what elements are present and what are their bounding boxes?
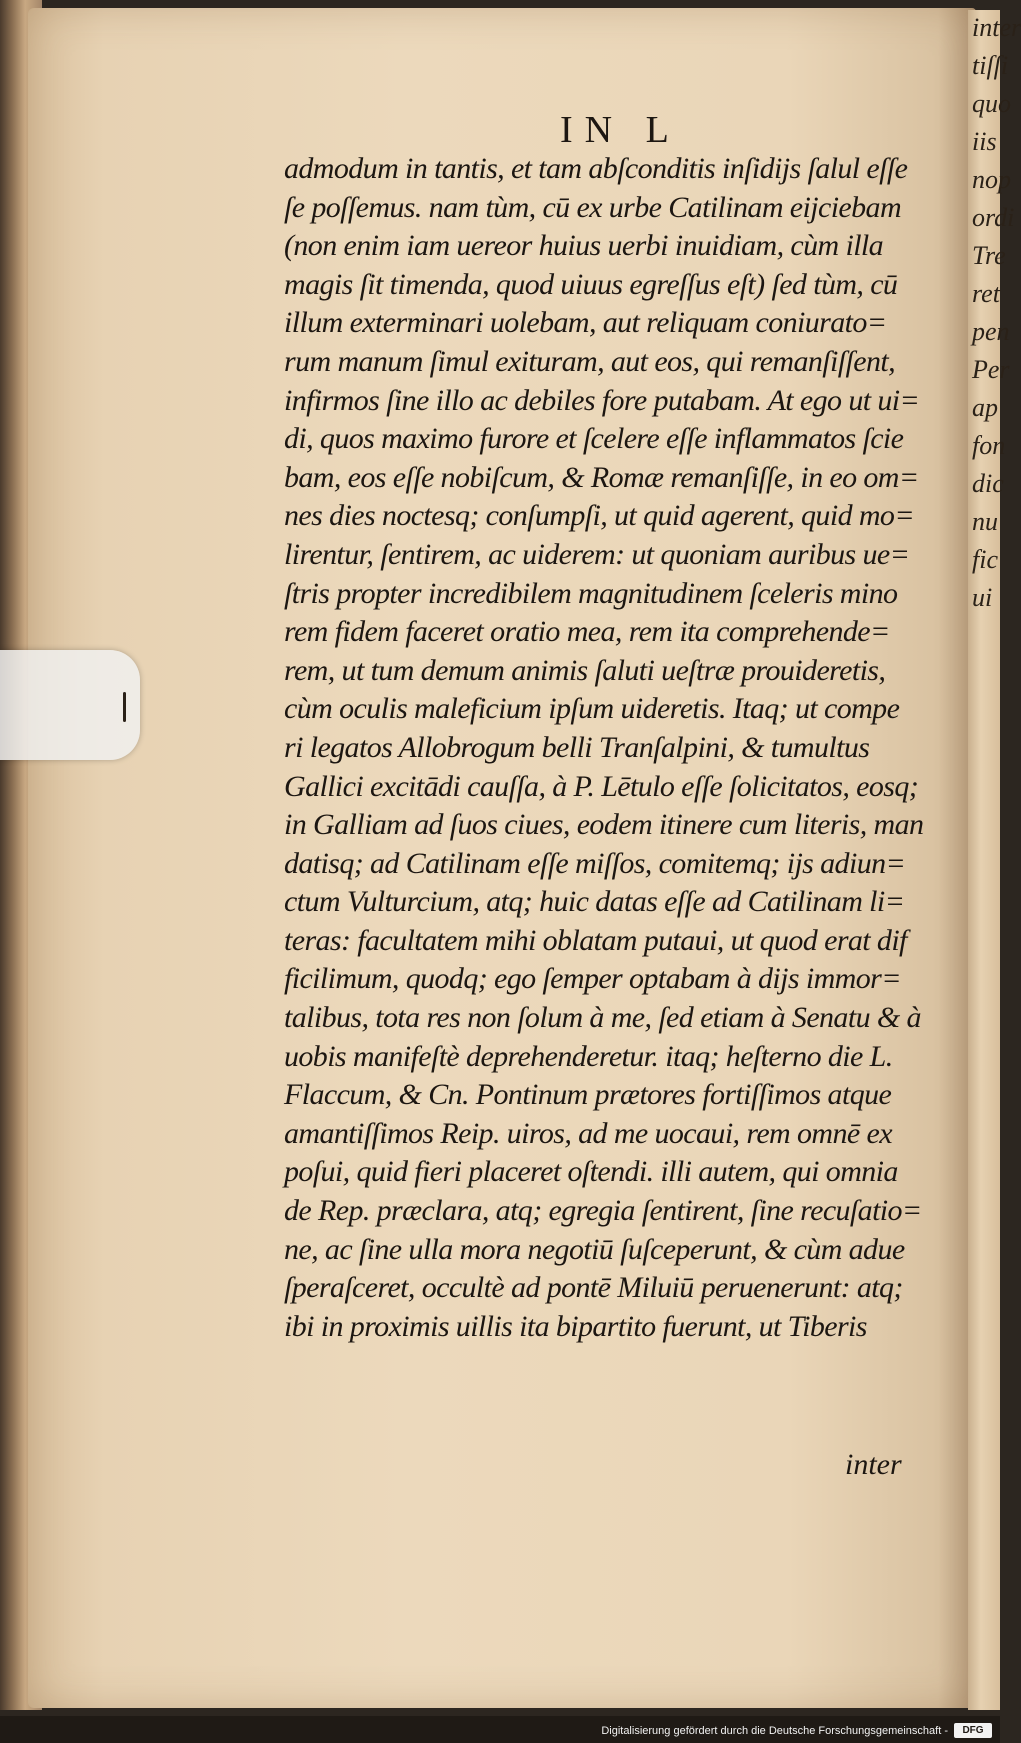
text-line: datisq; ad Catilinam eſſe miſſos, comitemq; ijs adiun=	[284, 846, 906, 880]
next-page-fragment: inter	[972, 13, 1021, 42]
next-page-fragment: iis	[972, 127, 997, 156]
next-page-fragment: ap	[972, 393, 998, 422]
text-line: ficilimum, quodq; ego ſemper optabam à dijs immor=	[284, 962, 901, 996]
text-line: lirentur, ſentirem, ac uiderem: ut quoniam auribus ue=	[284, 537, 910, 571]
next-page-fragment: dic	[972, 469, 1004, 498]
text-line: Flaccum, & Cn. Pontinum prætores fortiſſimos atque	[284, 1078, 892, 1112]
next-page-fragment: fon	[972, 431, 1006, 460]
text-line: admodum in tantis, et tam abſconditis inſidijs ſalul eſſe	[284, 152, 908, 185]
text-line: teras: facultatem mihi oblatam putaui, ut quod erat dif	[284, 923, 907, 957]
next-page-fragment: pen	[972, 317, 1010, 346]
text-line: rem, ut tum demum animis ſaluti ueſtræ prouideretis,	[284, 653, 886, 687]
text-line: talibus, tota res non ſolum à me, ſed etiam à Senatu & à	[284, 1001, 921, 1035]
next-page-fragment: quo	[972, 89, 1011, 118]
next-page-fragment: fic	[972, 545, 998, 574]
next-page-fragment: Tre	[972, 241, 1006, 270]
next-page-fragment: nu	[972, 507, 998, 536]
text-line: ſperaſceret, occultè ad pontē Miluiū peruenerunt: atq;	[284, 1271, 903, 1305]
text-line: rem fidem faceret oratio mea, rem ita comprehende=	[284, 615, 890, 649]
footer-credit: Digitalisierung gefördert durch die Deutsche Forschungsgemeinschaft -	[601, 1725, 948, 1737]
catchword: inter	[845, 1448, 902, 1481]
running-head: IN L	[560, 109, 681, 151]
text-line: nes dies noctesq; conſumpſi, ut quid agerent, quid mo=	[284, 499, 914, 533]
next-page-fragment: Per	[972, 355, 1010, 384]
text-line: in Galliam ad ſuos ciues, eodem itinere cum literis, man	[284, 808, 924, 842]
text-line: cùm oculis maleficium ipſum uideretis. Itaq; ut compe	[284, 692, 900, 726]
next-page-fragment: tiſſi	[972, 51, 1009, 80]
text-line: magis ſit timenda, quod uiuus egreſſus eſt) ſed tùm, cū	[284, 267, 898, 301]
text-line: rum manum ſimul exituram, aut eos, qui remanſiſſent,	[284, 344, 895, 378]
body-text	[284, 150, 944, 1346]
next-page-fragment: ui	[972, 583, 993, 612]
text-line: bam, eos eſſe nobiſcum, & Romæ remanſiſſe, in eo om=	[284, 460, 919, 494]
text-line: ſe poſſemus. nam tùm, cū ex urbe Catilinam eijciebam	[284, 190, 902, 224]
text-line: ſtris propter incredibilem magnitudinem ſceleris mino	[284, 576, 898, 610]
next-page-fragment: ret	[972, 279, 1000, 308]
text-line: ibi in proximis uillis ita bipartito fuerunt, ut Tiberis	[284, 1309, 867, 1343]
text-line: ne, ac ſine ulla mora negotiū ſuſceperunt, & cùm adue	[284, 1232, 905, 1266]
text-line: ctum Vulturcium, atq; huic datas eſſe ad Catilinam li=	[284, 885, 905, 919]
text-line: uobis manifeſtè deprehenderetur. itaq; heſterno die L.	[284, 1039, 893, 1073]
text-line: Gallici excitādi cauſſa, à P. Lētulo eſſe ſolicitatos, eosq;	[284, 769, 919, 803]
text-line: infirmos ſine illo ac debiles fore putabam. At ego ut ui=	[284, 383, 920, 417]
text-line: amantiſſimos Reip. uiros, ad me uocaui, rem omnē ex	[284, 1116, 892, 1150]
next-page-edge	[968, 10, 1021, 1710]
next-page-fragment: nop	[972, 165, 1011, 194]
text-line: de Rep. præclara, atq; egregia ſentirent, ſine recuſatio=	[284, 1194, 922, 1228]
page-tab-marker	[0, 650, 140, 760]
text-line: di, quos maximo furore et ſcelere eſſe inflammatos ſcie	[284, 422, 904, 456]
text-line: illum exterminari uolebam, aut reliquam coniurato=	[284, 306, 887, 340]
text-line: poſui, quid fieri placeret oſtendi. illi autem, qui omnia	[284, 1155, 898, 1189]
dfg-logo: DFG	[954, 1723, 992, 1738]
text-line: (non enim iam uereor huius uerbi inuidiam, cùm illa	[284, 229, 884, 263]
next-page-fragment: ordi	[972, 203, 1015, 232]
text-line: ri legatos Allobrogum belli Tranſalpini, & tumultus	[284, 730, 870, 764]
